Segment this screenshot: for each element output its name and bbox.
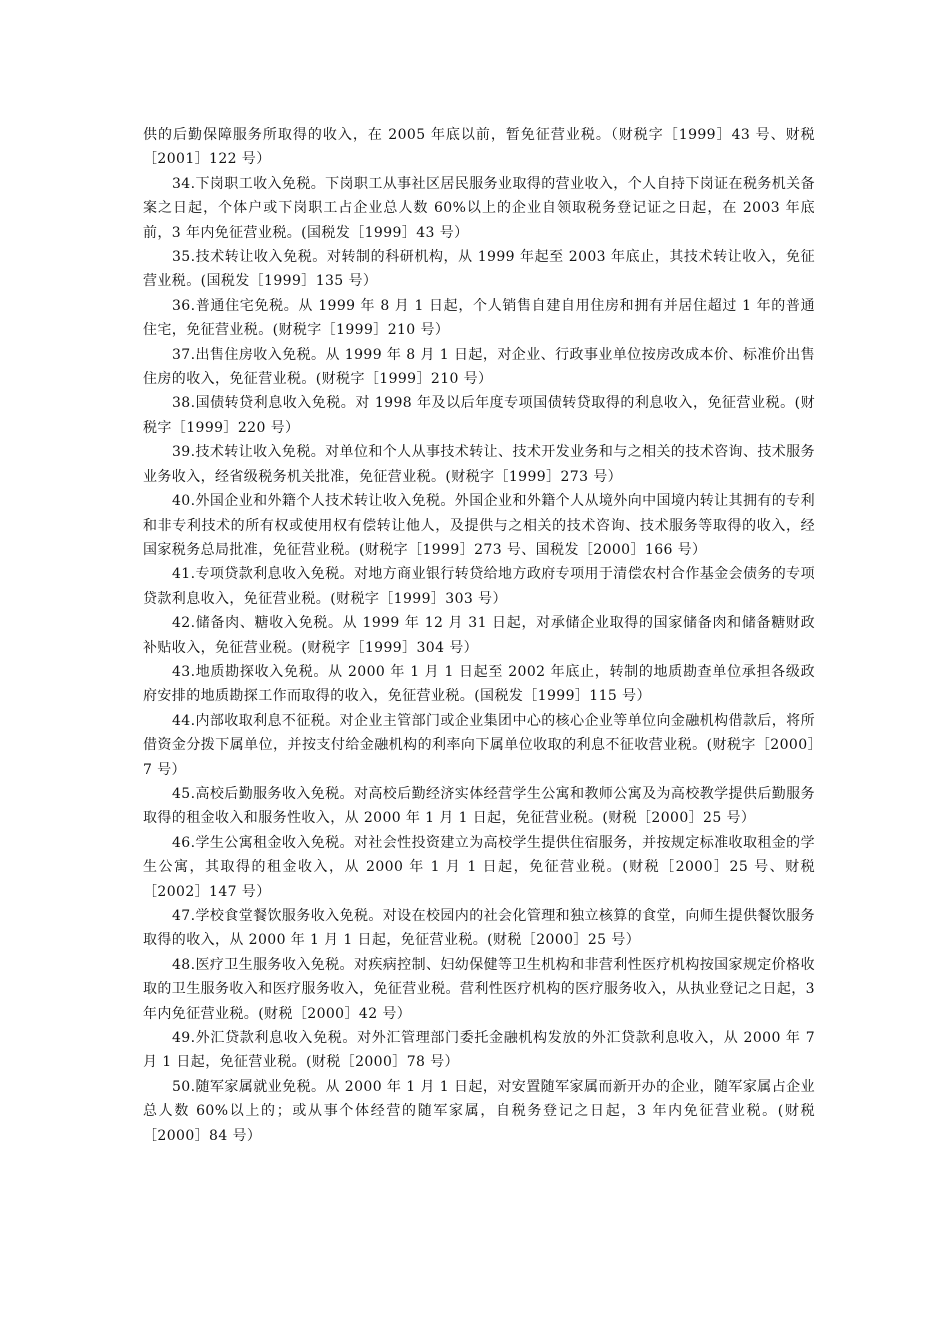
paragraph-item-39: 39.技术转让收入免税。对单位和个人从事技术转让、技术开发业务和与之相关的技术咨询、技术服务业务收入，经省级税务机关批准，免征营业税。(财税字［1999］273 号）: [143, 444, 815, 485]
paragraph-item-37: 37.出售住房收入免税。从 1999 年 8 月 1 日起，对企业、行政事业单位按房改成本价、标准价出售住房的收入，免征营业税。(财税字［1999］210 号）: [143, 346, 815, 388]
paragraph-item-40: 40.外国企业和外籍个人技术转让收入免税。外国企业和外籍个人从境外向中国境内转让其拥有的专利和非专利技术的所有权或使用权有偿转让他人，及提供与之相关的技术咨询、技术服务等取得的收入，经国家税务总局批准，免征营业税。(财税字［1999］273 号、国税发［2000］166 号）: [143, 493, 815, 558]
paragraph-item-46: 46.学生公寓租金收入免税。对社会性投资建立为高校学生提供住宿服务，并按规定标准收取租金的学生公寓，其取得的租金收入，从 2000 年 1 月 1 日起，免征营业税。(财税［2000］25 号、财税［2002］147 号）: [143, 834, 815, 900]
paragraph-item-49: 49.外汇贷款利息收入免税。对外汇管理部门委托金融机构发放的外汇贷款利息收入，从 2000 年 7 月 1 日起，免征营业税。(财税［2000］78 号）: [143, 1030, 815, 1071]
document-page: [143, 123, 815, 1148]
paragraph-item-35: 35.技术转让收入免税。对转制的科研机构，从 1999 年起至 2003 年底止，其技术转让收入，免征营业税。(国税发［1999］135 号）: [143, 249, 815, 290]
paragraph-item-36: 36.普通住宅免税。从 1999 年 8 月 1 日起，个人销售自建自用住房和拥有并居住超过 1 年的普通住宅，免征营业税。(财税字［1999］210 号）: [143, 297, 815, 339]
paragraph-item-41: 41.专项贷款利息收入免税。对地方商业银行转贷给地方政府专项用于清偿农村合作基金会债务的专项贷款利息收入，免征营业税。(财税字［1999］303 号）: [143, 566, 815, 607]
paragraph-item-48: 48.医疗卫生服务收入免税。对疾病控制、妇幼保健等卫生机构和非营利性医疗机构按国家规定价格收取的卫生服务收入和医疗服务收入，免征营业税。营利性医疗机构的医疗服务收入，从执业登记之日起，3 年内免征营业税。(财税［2000］42 号）: [143, 956, 815, 1022]
paragraph-item-43: 43.地质勘探收入免税。从 2000 年 1 月 1 日起至 2002 年底止，转制的地质勘查单位承担各级政府安排的地质勘探工作而取得的收入，免征营业税。(国税发［1999］115 号）: [143, 663, 815, 705]
paragraph-continuation: 供的后勤保障服务所取得的收入，在 2005 年底以前，暂免征营业税。（财税字［1999］43 号、财税［2001］122 号）: [143, 127, 815, 168]
paragraph-item-47: 47.学校食堂餐饮服务收入免税。对设在校园内的社会化管理和独立核算的食堂，向师生提供餐饮服务取得的收入，从 2000 年 1 月 1 日起，免征营业税。(财税［2000］25 号）: [143, 908, 815, 949]
paragraph-item-44: 44.内部收取利息不征税。对企业主管部门或企业集团中心的核心企业等单位向金融机构借款后，将所借资金分拨下属单位，并按支付给金融机构的利率向下属单位收取的利息不征收营业税。(财税字［2000］7 号）: [143, 712, 815, 778]
paragraph-item-34: 34.下岗职工收入免税。下岗职工从事社区居民服务业取得的营业收入，个人自持下岗证在税务机关备案之日起，个体户或下岗职工占企业总人数 60%以上的企业自领取税务登记证之日起，在 2003 年底前，3 年内免征营业税。(国税发［1999］43 号）: [143, 175, 815, 241]
paragraph-item-38: 38.国债转贷利息收入免税。对 1998 年及以后年度专项国债转贷取得的利息收入，免征营业税。(财税字［1999］220 号）: [143, 395, 815, 436]
paragraph-item-42: 42.储备肉、糖收入免税。从 1999 年 12 月 31 日起，对承储企业取得的国家储备肉和储备糖财政补贴收入，免征营业税。(财税字［1999］304 号）: [143, 615, 815, 656]
paragraph-item-50: 50.随军家属就业免税。从 2000 年 1 月 1 日起，对安置随军家属而新开办的企业，随军家属占企业总人数 60%以上的；或从事个体经营的随军家属，自税务登记之日起，3 年内免征营业税。(财税［2000］84 号）: [143, 1078, 815, 1144]
paragraph-item-45: 45.高校后勤服务收入免税。对高校后勤经济实体经营学生公寓和教师公寓及为高校教学提供后勤服务取得的租金收入和服务性收入，从 2000 年 1 月 1 日起，免征营业税。(财税［2000］25 号）: [143, 785, 815, 827]
